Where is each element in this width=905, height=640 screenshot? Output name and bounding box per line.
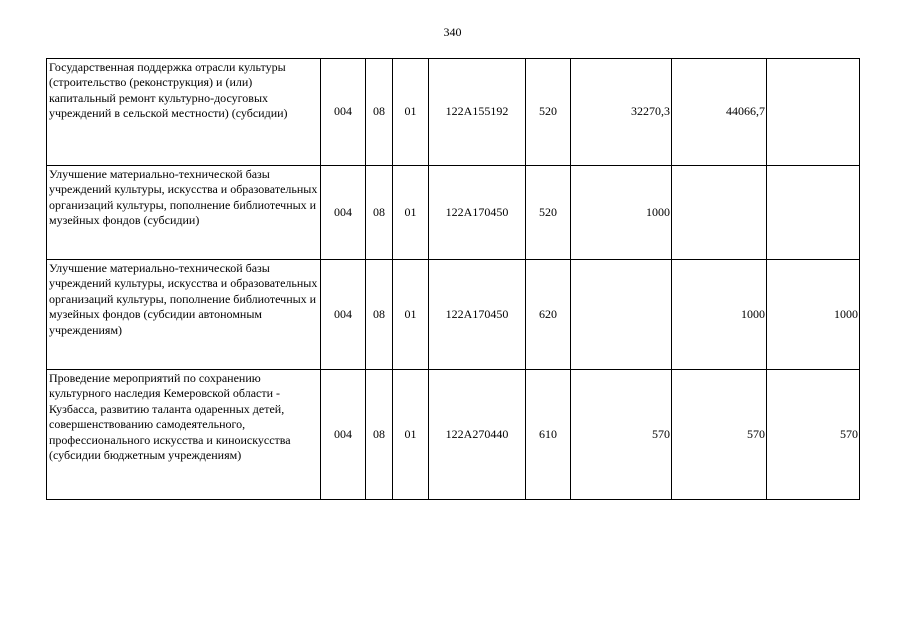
expense-type-code: 620 <box>526 260 571 370</box>
expense-type-code: 610 <box>526 370 571 500</box>
target-article-code: 122A170450 <box>429 166 526 260</box>
sum-year-2: 1000 <box>672 260 767 370</box>
budget-table <box>46 58 860 500</box>
section-code: 08 <box>366 166 393 260</box>
table-row <box>47 370 860 500</box>
ministry-code: 004 <box>321 166 366 260</box>
sum-year-3 <box>767 166 860 260</box>
subsection-code: 01 <box>393 166 429 260</box>
sum-year-2: 44066,7 <box>672 59 767 166</box>
table-row <box>47 166 860 260</box>
subsection-code: 01 <box>393 260 429 370</box>
subsection-code: 01 <box>393 370 429 500</box>
sum-year-1: 32270,3 <box>571 59 672 166</box>
sum-year-1 <box>571 260 672 370</box>
row-description: Государственная поддержка отрасли культуры (строительство (реконструкция) и (или) капитальный ремонт культурно-досуговых учреждений в сельской местности) (субсидии) <box>47 59 321 166</box>
table-row <box>47 59 860 166</box>
page-number: 340 <box>443 25 462 39</box>
target-article-code: 122A270440 <box>429 370 526 500</box>
sum-year-3: 1000 <box>767 260 860 370</box>
sum-year-1: 1000 <box>571 166 672 260</box>
section-code: 08 <box>366 370 393 500</box>
section-code: 08 <box>366 59 393 166</box>
expense-type-code: 520 <box>526 166 571 260</box>
ministry-code: 004 <box>321 260 366 370</box>
sum-year-3: 570 <box>767 370 860 500</box>
table-row <box>47 260 860 370</box>
target-article-code: 122A170450 <box>429 260 526 370</box>
sum-year-3 <box>767 59 860 166</box>
row-description: Проведение мероприятий по сохранению культурного наследия Кемеровской области - Кузбасса, развитию таланта одаренных детей, совершенствованию самодеятельного, профессионального искусства и киноискусства (субсидии бюджетным учреждениям) <box>47 370 321 500</box>
sum-year-1: 570 <box>571 370 672 500</box>
row-description: Улучшение материально-технической базы учреждений культуры, искусства и образовательных организаций культуры, пополнение библиотечных и музейных фондов (субсидии автономным учреждениям) <box>47 260 321 370</box>
row-description: Улучшение материально-технической базы учреждений культуры, искусства и образовательных организаций культуры, пополнение библиотечных и музейных фондов (субсидии) <box>47 166 321 260</box>
section-code: 08 <box>366 260 393 370</box>
expense-type-code: 520 <box>526 59 571 166</box>
sum-year-2: 570 <box>672 370 767 500</box>
target-article-code: 122A155192 <box>429 59 526 166</box>
ministry-code: 004 <box>321 59 366 166</box>
ministry-code: 004 <box>321 370 366 500</box>
subsection-code: 01 <box>393 59 429 166</box>
sum-year-2 <box>672 166 767 260</box>
